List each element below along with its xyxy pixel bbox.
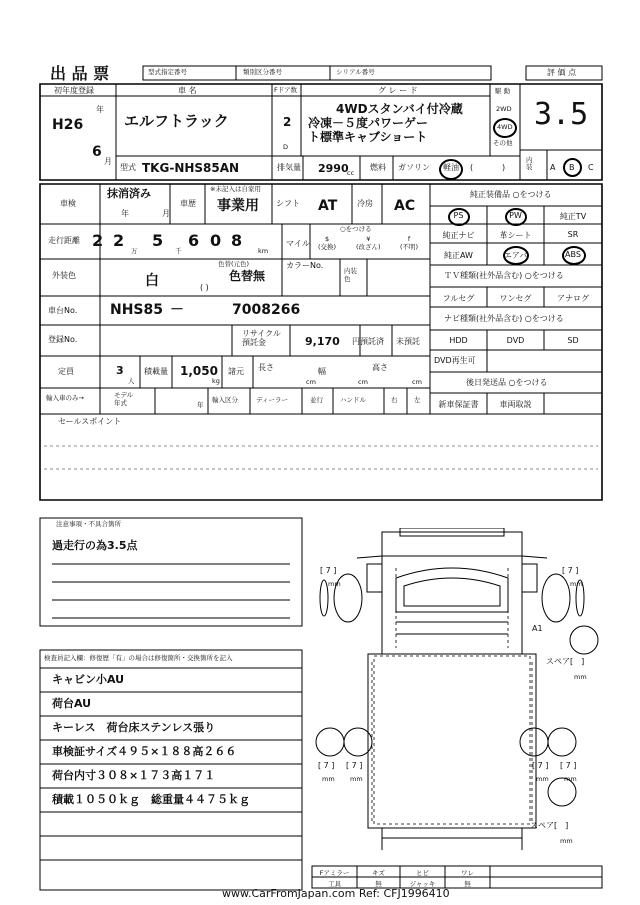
mile-label: マイル: [286, 239, 310, 248]
inspector-label: 検査員記入欄：修復歴「有」の場合は修復箇所・交換箇所を記入: [44, 654, 233, 662]
history-note: ※未記入は自家用: [210, 185, 261, 193]
spare-label-1: スペア[ ]: [546, 657, 585, 666]
later-manual: 車両取説: [499, 400, 532, 409]
inspector-line-3: キーレス 荷台床ステンレス張り: [52, 721, 216, 734]
tv-title: ＴＶ種類(社外品含む) ○をつける: [444, 271, 564, 280]
inspector-line-6: 積載１０５０ｋｇ 総重量４４７５ｋｇ: [52, 793, 250, 806]
page-title: 出 品 票: [50, 64, 110, 83]
equip-abs-circle: [562, 246, 586, 265]
repaint-value: 色替無: [229, 269, 266, 283]
drive-4wd-circle: [493, 118, 517, 138]
capacity-label: 定員: [58, 367, 74, 376]
mm-front-right: mm: [570, 580, 583, 588]
fuel-light-oil-circle: [439, 159, 463, 180]
shift-value: AT: [318, 198, 338, 214]
handle-right: 右: [391, 396, 398, 404]
model-year-unit: 年: [197, 401, 204, 409]
meter-tampered: ¥ (改ざん): [356, 235, 381, 251]
spare-mm-1: mm: [574, 673, 587, 681]
legend-jack: ジャッキ: [409, 880, 436, 888]
tv-oneseg: ワンセグ: [499, 294, 532, 303]
mileage-digit-3: 5: [152, 231, 164, 250]
import-parallel: 並行: [310, 396, 323, 404]
interior-b-circle: [563, 158, 582, 177]
spare-label-2: スペア[ ]: [530, 821, 569, 830]
drive-2wd: 2WD: [496, 105, 512, 113]
drive-4wd: 4WD: [497, 123, 513, 131]
fuel-paren-open: (: [470, 163, 474, 172]
chassis-dash: －: [170, 302, 184, 318]
mm-front-left: mm: [328, 580, 341, 588]
displacement-unit: cc: [347, 169, 355, 177]
meter-circle-hint: ○をつける: [340, 225, 372, 233]
a1-label: A1: [532, 624, 543, 633]
mileage-unit-km: km: [258, 247, 269, 255]
width-cm: cm: [358, 378, 368, 386]
drive-other: その他: [493, 139, 513, 147]
reg-no-label: 登録No.: [48, 335, 78, 344]
recycle-label: リサイクル 預託金: [242, 329, 281, 347]
chassis-label: 車台No.: [48, 306, 78, 315]
width-label: 幅: [318, 367, 326, 376]
legend-tools-value: 無: [375, 880, 382, 888]
shift-label: シフト: [276, 199, 300, 208]
displacement-label: 排気量: [277, 163, 301, 172]
length-label: 長さ: [258, 363, 274, 372]
color-no-label: カラーNo.: [286, 261, 324, 270]
equip-aw: 純正AW: [444, 251, 473, 260]
handle-left: 左: [414, 396, 421, 404]
score-value: 3.5: [534, 97, 589, 132]
inspector-line-1: キャビン小AU: [52, 673, 125, 686]
car-name-label: 車 名: [178, 86, 197, 95]
navi-title: ナビ種類(社外品含む) ○をつける: [444, 314, 564, 323]
history-label: 車歴: [180, 199, 196, 208]
load-unit: kg: [212, 377, 220, 385]
tv-analog: アナログ: [557, 294, 589, 303]
interior-a: A: [550, 163, 556, 172]
history-value: 事業用: [217, 198, 259, 214]
import-dealer: ディーラー: [256, 396, 288, 404]
mileage-digit-2: 2: [113, 231, 125, 250]
mileage-digit-4: 6: [188, 231, 200, 250]
legend-scratch: キズ: [372, 869, 385, 877]
score-label: 評 価 点: [547, 68, 577, 77]
mileage-digit-6: 8: [231, 231, 243, 250]
first-reg-label: 初年度登録: [54, 86, 94, 95]
notes-line-1: 過走行の為3.5点: [52, 539, 138, 552]
equip-pw-circle: [505, 208, 527, 226]
equip-navi: 純正ナビ: [442, 231, 475, 240]
car-name: エルフトラック: [124, 112, 229, 130]
spare-wheel-1: [570, 626, 598, 654]
equip-airbag: エアバ: [503, 251, 528, 260]
month-value: 6: [92, 144, 102, 160]
later-warranty: 新車保証書: [438, 400, 479, 409]
equip-abs: ABS: [565, 250, 581, 259]
serial-label: シリアル番号: [336, 68, 375, 76]
spare-mm-2: mm: [560, 837, 573, 845]
mileage-unit-sen: 千: [175, 247, 182, 255]
equipment-title: 純正装備品 ○をつける: [470, 190, 552, 199]
equip-ps-circle: [448, 208, 470, 226]
model-year-label: モデル 年式: [114, 391, 134, 407]
doors-unit: D: [283, 143, 289, 151]
month-unit: 月: [104, 157, 112, 166]
grade-line-3: ト標準キャブショート: [308, 130, 428, 144]
tread-front-right: [ 7 ]: [562, 566, 579, 575]
doors-value: 2: [283, 115, 292, 129]
handle-label: ハンドル: [340, 396, 366, 404]
tread-rear-4: [ 7 ]: [560, 761, 577, 770]
navi-sd: SD: [567, 336, 579, 345]
inspector-line-4: 車検証サイズ４９５×１８８高２６６: [52, 745, 237, 758]
inspector-line-5: 荷台内寸３０８×１７３高１７１: [52, 769, 216, 782]
exterior-value: 白: [145, 273, 159, 289]
inspection-month-unit: 月: [162, 209, 170, 218]
legend-break: ワレ: [461, 869, 474, 877]
tread-rear-2: [ 7 ]: [346, 761, 363, 770]
tread-front-left: [ 7 ]: [320, 566, 337, 575]
recycle-amount: 9,170: [305, 335, 340, 348]
interior-b: B: [569, 163, 575, 172]
fuel-gasoline: ガソリン: [398, 163, 430, 172]
equip-pw: PW: [509, 211, 522, 220]
legend-mirror: Fアミラー: [319, 869, 350, 877]
chassis-number: 7008266: [232, 302, 301, 318]
dims-label: 諸元: [228, 367, 244, 376]
fuel-light-oil: 軽油: [443, 163, 459, 172]
model-designation-label: 型式指定番号: [148, 68, 187, 76]
rear-left-wheel-1: [316, 728, 344, 756]
fuel-paren-close: ): [502, 163, 506, 172]
legend-jack-value: 無: [464, 880, 471, 888]
inspection-value: 抹消済み: [107, 187, 151, 200]
height-cm: cm: [412, 378, 422, 386]
displacement-value: 2990: [318, 162, 349, 175]
length-cm: cm: [306, 378, 316, 386]
height-label: 高さ: [372, 363, 388, 372]
navi-dvd: DVD: [506, 336, 525, 345]
recycle-not: 未預託: [396, 337, 420, 346]
equip-tv: 純正TV: [559, 212, 587, 221]
equip-airbag-circle: [503, 246, 529, 265]
cargo-bed-outline: [368, 654, 536, 828]
import-label: 輸入車のみ→: [46, 394, 84, 402]
later-title: 後日発送品 ○をつける: [466, 378, 548, 387]
year-era: H26: [52, 117, 84, 133]
load-value: 1,050: [180, 364, 218, 378]
category-label: 類別区分番号: [243, 68, 282, 76]
mileage-digit-1: 2: [92, 231, 104, 250]
import-type-label: 輸入区分: [212, 396, 238, 404]
tread-rear-3: [ 7 ]: [532, 761, 549, 770]
mm-rear-2: mm: [350, 775, 363, 783]
legend-crack: ヒビ: [416, 869, 429, 877]
drive-label: 駆 動: [495, 87, 511, 95]
front-right-wheel: [542, 574, 570, 622]
legend-tools: 工具: [328, 880, 341, 888]
mm-rear-4: mm: [564, 775, 577, 783]
interior-c: C: [588, 163, 594, 172]
navi-dvd-play: DVD再生可: [434, 356, 476, 365]
equip-sr: SR: [567, 230, 579, 239]
navi-hdd: HDD: [449, 336, 468, 345]
year-unit: 年: [96, 105, 104, 114]
doors-label: Fドア数: [274, 86, 298, 94]
interior-label: 内装: [526, 156, 533, 172]
grade-label: グ レ ー ド: [378, 86, 418, 95]
tv-fullseg: フルセグ: [442, 294, 475, 303]
repaint-paren: ( ): [200, 283, 209, 292]
equip-ps: PS: [453, 211, 464, 220]
inspection-label: 車検: [60, 199, 76, 208]
vehicle-diagram: [312, 528, 602, 858]
repaint-label: 色替(元色): [218, 260, 250, 268]
ac-value: AC: [394, 198, 416, 214]
notes-label: 注意事項・不具合箇所: [56, 520, 121, 528]
mileage-unit-man: 万: [131, 247, 138, 255]
type-value: TKG-NHS85AN: [142, 161, 240, 175]
mm-rear-1: mm: [322, 775, 335, 783]
mileage-label: 走行距離: [48, 236, 80, 245]
mm-rear-3: mm: [536, 775, 549, 783]
footer-watermark: www.CarFromJapan.com Ref: CFJ1996410: [222, 887, 450, 900]
meter-exchange: $ (交換): [318, 235, 337, 251]
recycle-deposited: 円預託済: [352, 337, 384, 346]
grade-line-1: 4WDスタンバイ付冷蔵: [336, 102, 463, 116]
load-label: 積載量: [144, 367, 168, 376]
exterior-label: 外装色: [52, 271, 76, 280]
capacity-value: 3: [116, 364, 124, 377]
mileage-digit-5: 0: [210, 231, 222, 250]
equip-leather: 革シート: [499, 231, 532, 240]
meter-unknown: f (不明): [400, 235, 419, 251]
fuel-label: 燃料: [370, 163, 386, 172]
grade-line-2: 冷凍－５度パワーゲー: [308, 116, 429, 130]
chassis-prefix: NHS85: [110, 302, 163, 318]
cab-outline: [382, 556, 522, 654]
inspection-year-unit: 年: [121, 209, 129, 218]
tread-rear-1: [ 7 ]: [318, 761, 335, 770]
ac-label: 冷房: [357, 199, 373, 208]
sales-label: セールスポイント: [58, 417, 122, 426]
type-label: 型式: [120, 163, 136, 172]
interior-color-label: 内装 色: [344, 267, 357, 283]
inspector-line-2: 荷台AU: [52, 697, 92, 710]
capacity-unit: 人: [128, 377, 135, 385]
